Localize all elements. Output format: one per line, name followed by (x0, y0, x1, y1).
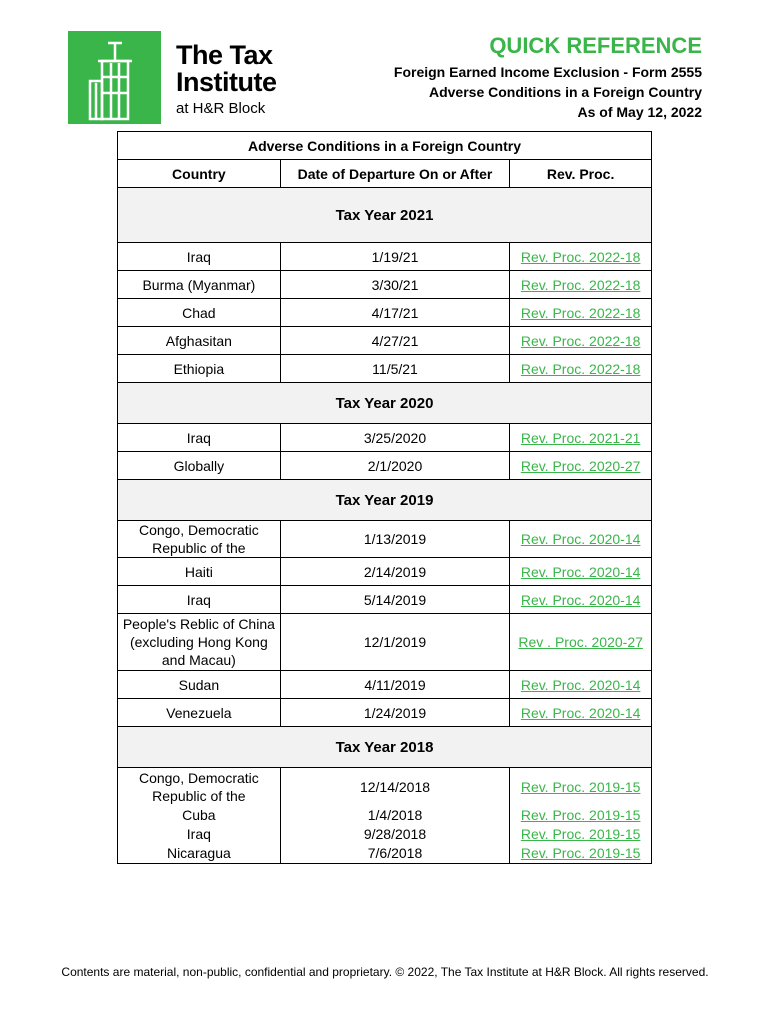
tax-institute-logo (68, 31, 161, 124)
rev-proc-link[interactable]: Rev. Proc. 2019-15 (520, 779, 641, 795)
rev-proc-link[interactable]: Rev . Proc. 2020-27 (518, 634, 643, 650)
year-heading: Tax Year 2021 (118, 188, 652, 243)
rev-proc-link[interactable]: Rev. Proc. 2019-15 (520, 826, 641, 842)
date-cell: 4/27/21 (280, 327, 510, 355)
table-row (118, 327, 652, 355)
table-row (118, 614, 652, 671)
rev-proc-link[interactable]: Rev. Proc. 2020-14 (520, 676, 641, 693)
date-cell: 12/14/2018 (280, 768, 510, 807)
rev-proc-link[interactable]: Rev. Proc. 2019-15 (520, 845, 641, 861)
date-cell: 1/19/21 (280, 243, 510, 271)
subheading-line-3: As of May 12, 2022 (577, 104, 702, 120)
table-row (118, 452, 652, 480)
building-icon (68, 31, 161, 124)
rev-proc-link[interactable]: Rev. Proc. 2020-27 (520, 457, 641, 474)
table-row (118, 299, 652, 327)
rev-proc-link[interactable]: Rev. Proc. 2022-18 (520, 332, 641, 349)
country-cell: Globally (118, 452, 281, 480)
brand-line-1: The Tax (176, 40, 273, 70)
table-row (118, 355, 652, 383)
country-cell: Haiti (118, 558, 281, 586)
subheading-line-2: Adverse Conditions in a Foreign Country (428, 84, 702, 100)
country-cell: Burma (Myanmar) (118, 271, 281, 299)
rev-proc-link[interactable]: Rev. Proc. 2022-18 (520, 276, 641, 293)
brand-line-3: at H&R Block (176, 100, 266, 117)
date-cell: 7/6/2018 (280, 844, 510, 864)
country-cell: Ethiopia (118, 355, 281, 383)
date-cell: 1/4/2018 (280, 806, 510, 825)
rev-proc-link[interactable]: Rev. Proc. 2021-21 (520, 429, 641, 446)
table-row (118, 671, 652, 699)
column-header-rev-proc: Rev. Proc. (510, 160, 652, 188)
subheading-line-1: Foreign Earned Income Exclusion - Form 2555 (393, 64, 702, 80)
date-cell: 2/14/2019 (280, 558, 510, 586)
rev-proc-link[interactable]: Rev. Proc. 2020-14 (520, 591, 641, 608)
table-row (118, 825, 652, 844)
table-row (118, 521, 652, 558)
date-cell: 9/28/2018 (280, 825, 510, 844)
country-cell: Congo, Democratic Republic of the (118, 521, 281, 558)
table-row (118, 768, 652, 807)
country-cell: Iraq (118, 424, 281, 452)
date-cell: 3/30/21 (280, 271, 510, 299)
brand-line-2: Institute (176, 67, 277, 97)
table-row (118, 558, 652, 586)
date-cell: 12/1/2019 (280, 614, 510, 671)
confidentiality-footer: Contents are material, non-public, confidential and proprietary. © 2022, The Tax Institute at H&R Block. All rights reserved. (61, 965, 709, 979)
date-cell: 1/24/2019 (280, 699, 510, 727)
country-cell: Sudan (118, 671, 281, 699)
year-heading: Tax Year 2019 (118, 480, 652, 521)
rev-proc-link[interactable]: Rev. Proc. 2020-14 (520, 563, 641, 580)
table-title: Adverse Conditions in a Foreign Country (118, 132, 652, 160)
country-cell: Iraq (118, 586, 281, 614)
rev-proc-link[interactable]: Rev. Proc. 2020-14 (520, 531, 641, 547)
year-heading: Tax Year 2018 (118, 727, 652, 768)
rev-proc-link[interactable]: Rev. Proc. 2020-14 (520, 704, 641, 721)
quick-reference-title: QUICK REFERENCE (489, 33, 702, 58)
country-cell: Venezuela (118, 699, 281, 727)
table-row (118, 586, 652, 614)
document-subheading (394, 62, 702, 122)
country-cell: Afghasitan (118, 327, 281, 355)
country-cell: Iraq (118, 243, 281, 271)
table-row (118, 699, 652, 727)
column-header-country: Country (118, 160, 281, 188)
brand-name (176, 42, 277, 117)
country-cell: Chad (118, 299, 281, 327)
country-cell: People's Reblic of China (excluding Hong Kong and Macau) (118, 614, 281, 671)
country-cell: Nicaragua (118, 844, 281, 864)
adverse-conditions-table (117, 131, 652, 864)
date-cell: 1/13/2019 (280, 521, 510, 558)
date-cell: 2/1/2020 (280, 452, 510, 480)
table-row (118, 271, 652, 299)
rev-proc-link[interactable]: Rev. Proc. 2022-18 (520, 360, 641, 377)
rev-proc-link[interactable]: Rev. Proc. 2022-18 (520, 304, 641, 321)
table-row (118, 844, 652, 864)
country-cell: Congo, Democratic Republic of the (118, 768, 281, 807)
date-cell: 3/25/2020 (280, 424, 510, 452)
country-cell: Iraq (118, 825, 281, 844)
date-cell: 11/5/21 (280, 355, 510, 383)
table-row (118, 806, 652, 825)
country-cell: Cuba (118, 806, 281, 825)
table-row (118, 243, 652, 271)
column-header-date: Date of Departure On or After (280, 160, 510, 188)
rev-proc-link[interactable]: Rev. Proc. 2019-15 (520, 807, 641, 823)
year-heading: Tax Year 2020 (118, 383, 652, 424)
rev-proc-link[interactable]: Rev. Proc. 2022-18 (520, 248, 641, 265)
table-row (118, 424, 652, 452)
date-cell: 5/14/2019 (280, 586, 510, 614)
date-cell: 4/11/2019 (280, 671, 510, 699)
date-cell: 4/17/21 (280, 299, 510, 327)
